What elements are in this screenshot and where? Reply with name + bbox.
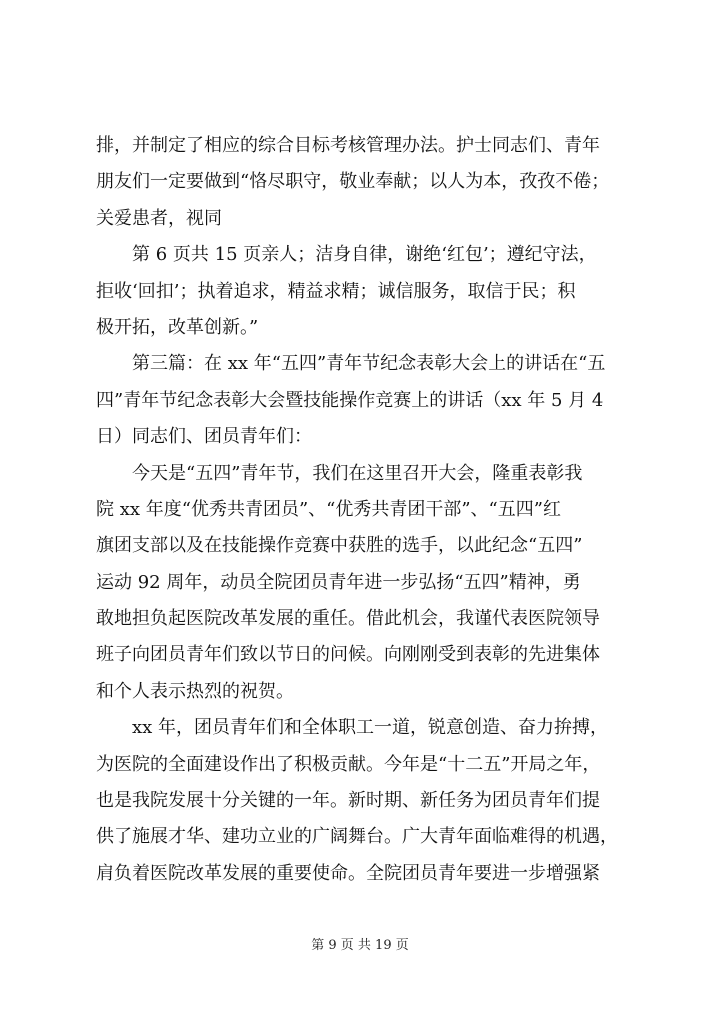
text-line: 第三篇：在 xx 年“五四”青年节纪念表彰大会上的讲话在“五 (132, 353, 606, 375)
text-line: 为医院的全面建设作出了积极贡献。今年是“十二五”开局之年， (96, 753, 601, 775)
text-line: 肩负着医院改革发展的重要使命。全院团员青年要进一步增强紧 (96, 862, 600, 884)
text-line: 和个人表示热烈的祝贺。 (96, 680, 294, 702)
text-line: 班子向团员青年们致以节日的问候。向刚刚受到表彰的先进集体 (96, 644, 600, 666)
text-line: 关爱患者，视同 (96, 207, 222, 229)
text-line: 敢地担负起医院改革发展的重任。借此机会，我谨代表医院领导 (96, 608, 600, 630)
text-line: xx 年，团员青年们和全体职工一道，锐意创造、奋力拚搏， (132, 717, 609, 739)
text-line: 极开拓，改革创新。” (96, 316, 259, 338)
text-line: 日）同志们、团员青年们： (96, 426, 312, 448)
text-line: 也是我院发展十分关键的一年。新时期、新任务为团员青年们提 (96, 790, 600, 812)
text-line: 供了施展才华、建功立业的广阔舞台。广大青年面临难得的机遇， (96, 826, 618, 848)
text-line: 四”青年节纪念表彰大会暨技能操作竞赛上的讲话（xx 年 5 月 4 (96, 389, 604, 411)
text-line: 拒收‘回扣’；执着追求，精益求精；诚信服务，取信于民；积 (96, 280, 576, 302)
text-line: 运动 92 周年，动员全院团员青年进一步弘扬“五四”精神，勇 (96, 571, 581, 593)
document-body (96, 128, 646, 892)
text-line: 今天是“五四”青年节，我们在这里召开大会，隆重表彰我 (132, 462, 583, 484)
text-line: 朋友们一定要做到“恪尽职守，敬业奉献；以人为本，孜孜不倦； (96, 171, 610, 193)
text-line: 排，并制定了相应的综合目标考核管理办法。护士同志们、青年 (96, 135, 600, 156)
text-line: 第 6 页共 15 页亲人；洁身自律，谢绝‘红包’；遵纪守法， (132, 244, 597, 266)
text-line: 院 xx 年度“优秀共青团员”、“优秀共青团干部”、“五四”红 (96, 498, 561, 520)
text-line: 旗团支部以及在技能操作竞赛中获胜的选手，以此纪念“五四” (96, 535, 583, 557)
page-footer: 第 9 页 共 19 页 (311, 938, 409, 953)
